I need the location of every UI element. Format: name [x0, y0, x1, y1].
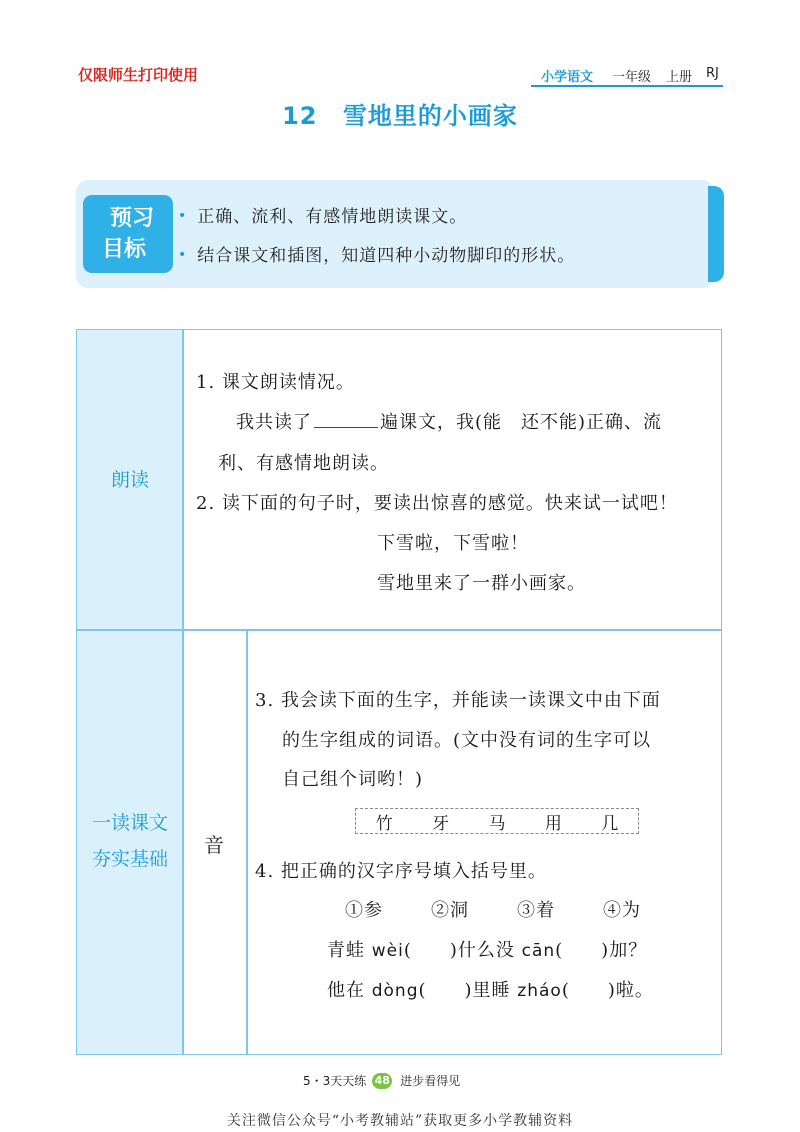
pronunciation-sublabel: 音 [204, 833, 224, 857]
question-1: 1. 课文朗读情况。 [196, 372, 355, 393]
brand-name: 5・3天天练 [303, 1074, 367, 1088]
goal-text: 结合课文和插图，知道四种小动物脚印的形状。 [197, 246, 576, 266]
character-box [355, 808, 639, 834]
bullet-icon: • [178, 247, 188, 263]
answer-paren[interactable]: ( )啦。 [561, 980, 654, 1001]
edition-label: RJ [706, 66, 719, 81]
subcolumn-divider [246, 630, 248, 1054]
print-watermark: 仅限师生打印使用 [78, 66, 199, 84]
answer-paren[interactable]: ( )加？ [555, 940, 648, 961]
character: 用 [544, 813, 562, 834]
goals-panel-edge [708, 186, 724, 282]
question-3-line: 自己组个词哟！) [282, 769, 424, 790]
question-1-text-a: 我共读了 [236, 412, 312, 433]
section-label-reading: 朗读 [110, 469, 149, 491]
header-rule [531, 85, 723, 87]
question-3-line: 的生字组成的词语。(文中没有词的生字可以 [282, 730, 652, 751]
answer-paren[interactable]: ( )里睡 [418, 980, 518, 1001]
goals-badge [83, 195, 173, 273]
read-aloud-sentence: 下雪啦，下雪啦！ [377, 533, 529, 554]
page-number-badge: 48 [372, 1073, 392, 1089]
pinyin: cān [521, 941, 556, 961]
goals-badge-line1: 预习 [109, 206, 154, 231]
read-aloud-sentence: 雪地里来了一群小画家。 [377, 573, 586, 594]
question-3: 3. 我会读下面的生字，并能读一读课文中由下面 [255, 690, 661, 711]
sentence-text: 青蛙 [327, 940, 372, 961]
question-1-text-b: 遍课文，我(能 还不能)正确、流 [380, 412, 663, 433]
question-1-line: 利、有感情地朗读。 [218, 453, 389, 474]
section-label-line: 夯实基础 [91, 848, 168, 870]
character: 几 [601, 813, 619, 834]
subject-label: 小学语文 [541, 70, 594, 85]
character: 马 [488, 813, 506, 834]
row-divider [77, 629, 721, 631]
option-4: ④为 [603, 900, 641, 921]
page-title [0, 96, 800, 131]
question-1-line [236, 408, 662, 434]
lesson-number: 12 [282, 102, 318, 130]
grade-label: 一年级 [612, 70, 652, 85]
goals-badge-line2: 目标 [101, 237, 146, 262]
brand-slogan: 进步看得见 [400, 1074, 461, 1088]
answer-paren[interactable]: ( )什么没 [403, 940, 522, 961]
lesson-title: 雪地里的小画家 [342, 102, 518, 130]
section-label-basics [77, 805, 183, 877]
character: 竹 [375, 813, 393, 834]
footer-note: 关注微信公众号“小考教辅站”获取更多小学教辅资料 [226, 1113, 574, 1129]
character: 牙 [432, 813, 450, 834]
volume-label: 上册 [666, 70, 693, 85]
footer-brand [303, 1072, 460, 1089]
option-3: ③着 [517, 900, 555, 921]
fill-sentence-2 [327, 976, 654, 1002]
goal-item [178, 241, 575, 266]
option-2: ②洞 [431, 900, 469, 921]
answer-blank[interactable] [314, 409, 378, 428]
option-1: ①参 [345, 900, 383, 921]
pinyin: zháo [517, 981, 562, 1001]
pinyin: wèi [371, 941, 404, 961]
goal-item [178, 202, 467, 227]
column-divider [182, 330, 184, 1054]
goal-text: 正确、流利、有感情地朗读课文。 [197, 207, 468, 227]
question-2: 2. 读下面的句子时，要读出惊喜的感觉。快来试一试吧！ [196, 493, 678, 514]
bullet-icon: • [178, 208, 188, 224]
pinyin: dòng [371, 981, 419, 1001]
fill-sentence-1 [327, 936, 647, 962]
question-4: 4. 把正确的汉字序号填入括号里。 [255, 861, 547, 882]
sentence-text: 他在 [327, 980, 372, 1001]
section-label-line: 一读课文 [91, 812, 168, 834]
